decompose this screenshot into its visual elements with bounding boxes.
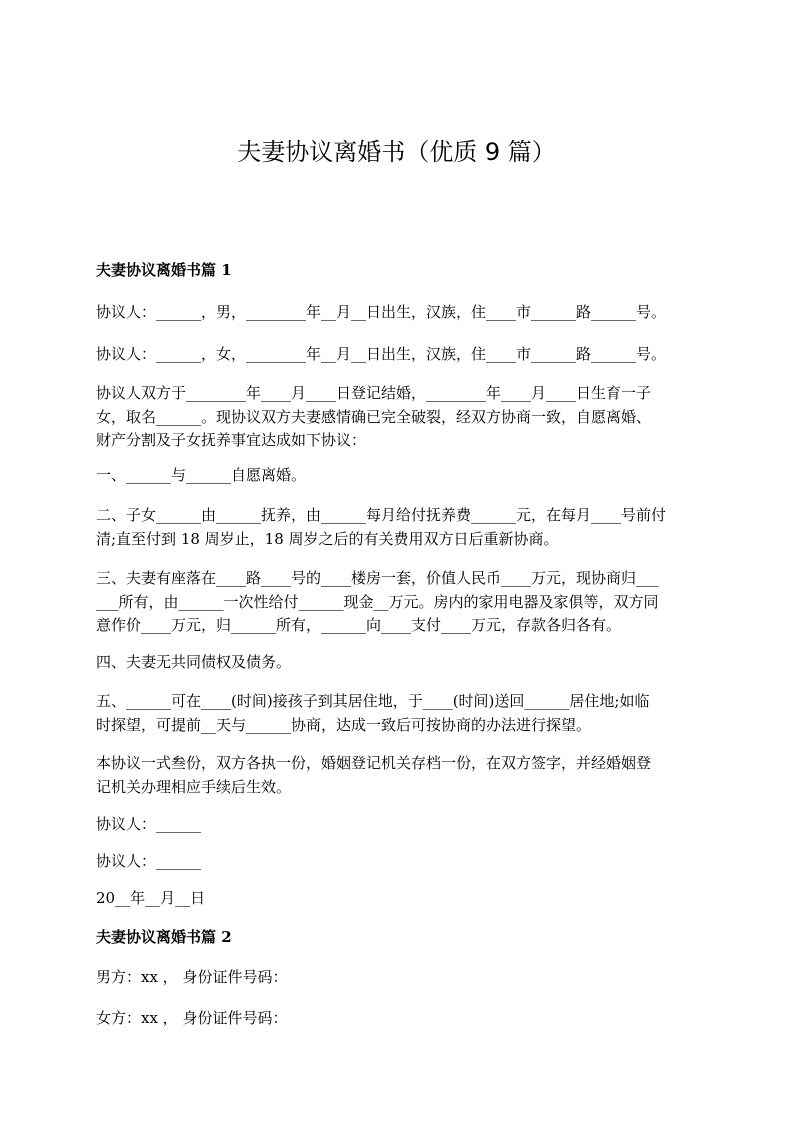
signature-party-a: 协议人：______ <box>96 815 202 833</box>
party-b-line: 协议人：______，女，________年__月__日出生，汉族，住____市______路______号。 <box>96 345 667 363</box>
clause-3-line-2: ___所有，由______一次性给付______现金__万元。房内的家用电器及家俱等，双方同 <box>96 593 659 611</box>
section-heading-2: 夫妻协议离婚书篇 2 <box>96 928 232 946</box>
man-id-line: 男方：xx ， 身份证件号码： <box>96 968 288 986</box>
woman-id-line: 女方：xx ， 身份证件号码： <box>96 1009 288 1027</box>
intro-line-3: 财产分割及子女抚养事宜达成如下协议： <box>96 431 367 449</box>
intro-line-2: 女，取名______。现协议双方夫妻感情确已完全破裂，经双方协商一致，自愿离婚、 <box>96 408 652 426</box>
clause-5-line-2: 时探望，可提前__天与______协商，达成一致后可按协商的办法进行探望。 <box>96 716 592 734</box>
clause-3-line-3: 意作价____万元，归______所有，______向____支付____万元，存款各归各有。 <box>96 616 622 634</box>
final-clause-line-1: 本协议一式叁份，双方各执一份，婚姻登记机关存档一份，在双方签字，并经婚姻登 <box>96 754 652 772</box>
signature-party-b: 协议人：______ <box>96 852 202 870</box>
clause-3-line-1: 三、夫妻有座落在____路____号的____楼房一套，价值人民币____万元，现协商归___ <box>96 569 659 587</box>
document-title: 夫妻协议离婚书（优质 9 篇） <box>237 138 556 166</box>
section-heading-1: 夫妻协议离婚书篇 1 <box>96 261 232 279</box>
clause-2-line-1: 二、子女______由______抚养，由______每月给付抚养费______元，在每月____号前付 <box>96 506 667 524</box>
clause-5-line-1: 五、______可在____(时间)接孩子到其居住地，于____(时间)送回______居住地;如临 <box>96 692 650 710</box>
clause-1-line: 一、______与______自愿离婚。 <box>96 466 307 484</box>
clause-4-line: 四、夫妻无共同债权及债务。 <box>96 653 292 671</box>
clause-2-line-2: 清;直至付到 18 周岁止，18 周岁之后的有关费用双方日后重新协商。 <box>96 530 559 548</box>
date-line: 20__年__月__日 <box>96 889 206 907</box>
party-a-line: 协议人：______，男，________年__月__日出生，汉族，住____市______路______号。 <box>96 303 667 321</box>
final-clause-line-2: 记机关办理相应手续后生效。 <box>96 778 292 796</box>
intro-line-1: 协议人双方于________年____月____日登记结婚，________年____月____日生育一子 <box>96 384 652 402</box>
